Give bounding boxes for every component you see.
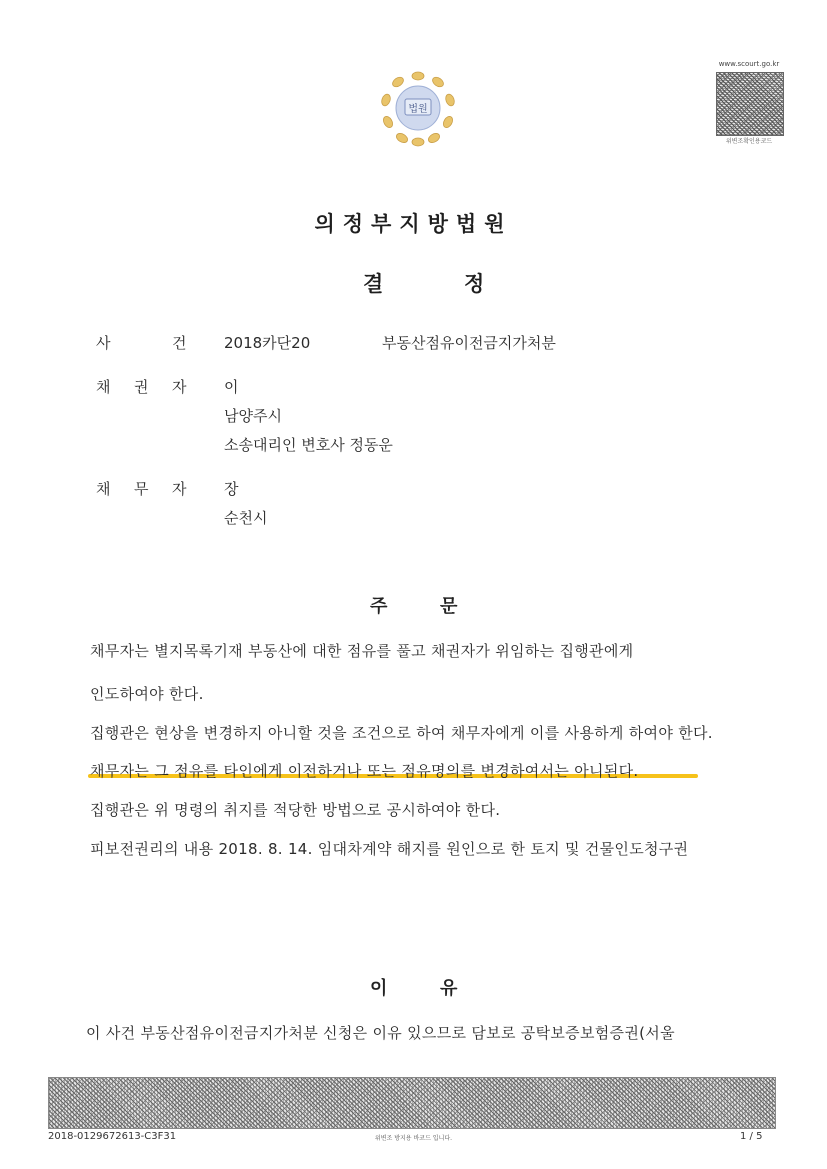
order-title-b: 문 xyxy=(440,596,458,617)
debtor-label-1: 채 xyxy=(96,480,111,498)
anti-forgery-barcode xyxy=(48,1077,776,1129)
debtor-label-2: 무 xyxy=(134,480,149,498)
qr-code xyxy=(716,72,784,136)
barcode-notice: 위변조 방지용 바코드 입니다. xyxy=(374,1135,453,1142)
creditor-label-3: 자 xyxy=(172,378,187,396)
case-number: 2018카단20 xyxy=(224,334,311,352)
qr-caption: 위변조확인용코드 xyxy=(725,138,773,145)
order-line-6: 피보전권리의 내용 2018. 8. 14. 임대차계약 해지를 원인으로 한 토지 및 건물인도청구권 xyxy=(90,840,689,858)
order-line-5: 집행관은 위 명령의 취지를 적당한 방법으로 공시하여야 한다. xyxy=(90,801,501,819)
doc-title-b: 정 xyxy=(464,272,485,296)
qr-url: www.scourt.go.kr xyxy=(718,60,780,68)
reason-title-b: 유 xyxy=(440,978,458,999)
court-seal xyxy=(378,68,458,148)
case-type: 부동산점유이전금지가처분 xyxy=(382,334,556,352)
reason-line-1: 이 사건 부동산점유이전금지가처분 신청은 이유 있으므로 담보로 공탁보증보험증권(서울 xyxy=(86,1024,675,1042)
court-name: 의정부지방법원 xyxy=(314,212,513,236)
creditor-label-2: 권 xyxy=(134,378,149,396)
creditor-name: 이 xyxy=(224,378,239,396)
case-label-b: 건 xyxy=(172,334,187,352)
order-line-4: 채무자는 그 점유를 타인에게 이전하거나 또는 점유명의를 변경하여서는 아니된다. xyxy=(90,762,639,780)
order-line-3: 집행관은 현상을 변경하지 아니할 것을 조건으로 하여 채무자에게 이를 사용하게 하여야 한다. xyxy=(90,724,713,742)
order-line-2: 인도하여야 한다. xyxy=(90,685,204,703)
seal-label: 법원 xyxy=(408,104,428,115)
creditor-label-1: 채 xyxy=(96,378,111,396)
order-title-a: 주 xyxy=(370,596,388,617)
debtor-label-3: 자 xyxy=(172,480,187,498)
creditor-agent: 소송대리인 변호사 정동운 xyxy=(224,436,393,454)
reason-title-a: 이 xyxy=(370,978,388,999)
doc-title-a: 결 xyxy=(363,272,384,296)
debtor-name: 장 xyxy=(224,480,239,498)
creditor-address: 남양주시 xyxy=(224,407,282,425)
page-number: 1 / 5 xyxy=(740,1131,763,1142)
debtor-address: 순천시 xyxy=(224,509,268,527)
doc-id: 2018-0129672613-C3F31 xyxy=(48,1131,177,1142)
order-line-1: 채무자는 별지목록기재 부동산에 대한 점유를 풀고 채권자가 위임하는 집행관에게 xyxy=(90,642,634,660)
case-label-a: 사 xyxy=(96,334,111,352)
